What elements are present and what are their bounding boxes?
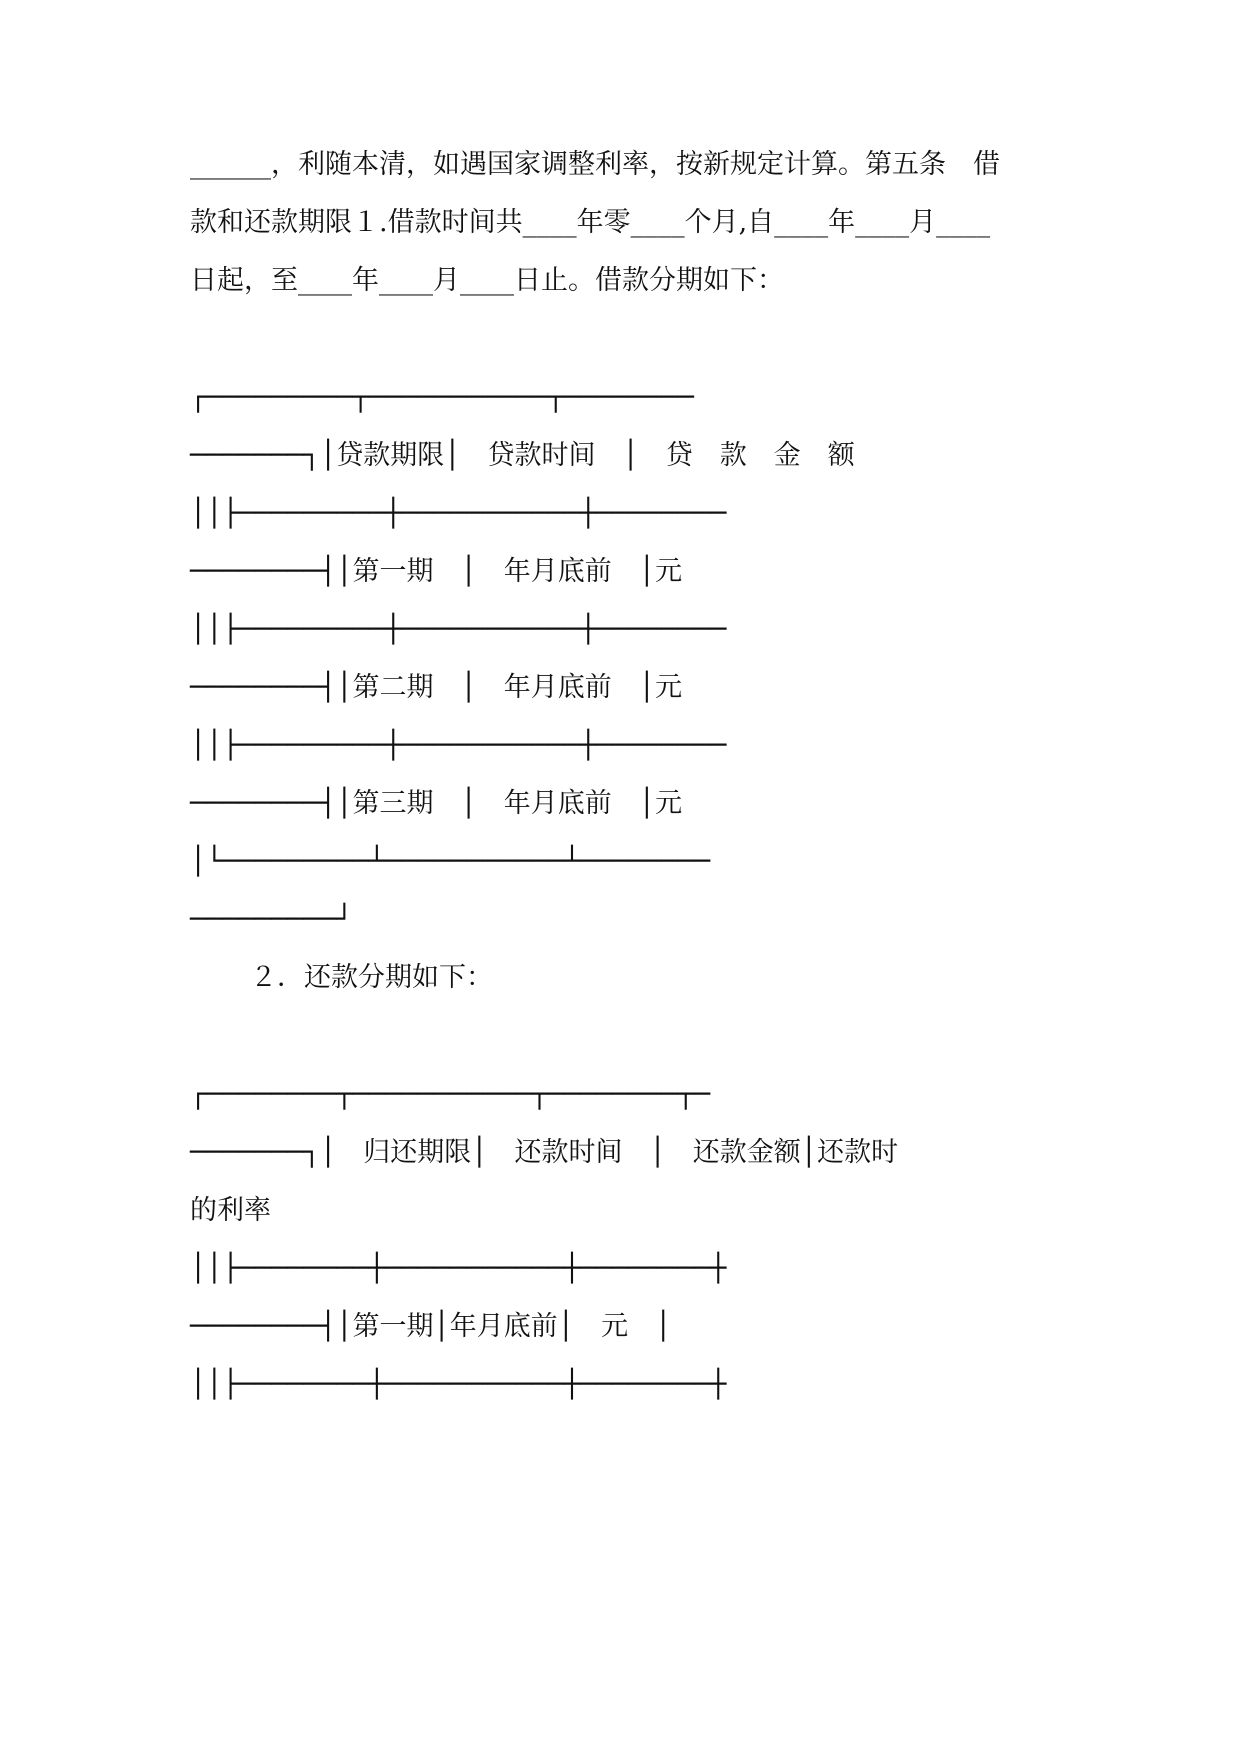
repay-table-line: ────────┤│第一期│年月底前│ 元 │ [190,1311,672,1342]
loan-table-line: ────────┤│第一期 │ 年月底前 │元 [190,556,683,587]
loan-table-line: ││├─────────┼───────────┼──────── [190,498,727,529]
paragraph-line: 日起，至____年____月____日止。借款分期如下： [190,265,784,296]
loan-table-line: ││├─────────┼───────────┼──────── [190,730,727,761]
repay-table-line: ││├────────┼───────────┼────────┼ [190,1253,727,1284]
loan-table-line: ───────┐│贷款期限│ 贷款时间 │ 贷 款 金 额 [190,440,855,471]
repay-table-line: ││├────────┼───────────┼────────┼ [190,1369,727,1400]
loan-table-line: ─────────┘ [190,904,353,935]
loan-table-line: ────────┤│第二期 │ 年月底前 │元 [190,672,683,703]
loan-table-line: ││├─────────┼───────────┼──────── [190,614,727,645]
repay-table-line: ┌────────┬───────────┬────────┬─ [190,1079,711,1110]
repay-table-line: ───────┐│ 归还期限│ 还款时间 │ 还款金额│还款时 [190,1137,899,1168]
loan-table-line: ┌─────────┬───────────┬──────── [190,382,694,413]
loan-table-line: │└─────────┴───────────┴──────── [190,846,711,877]
loan-table-line: ────────┤│第三期 │ 年月底前 │元 [190,788,683,819]
repay-heading: ２．还款分期如下： [250,962,493,993]
repay-table-line: 的利率 [190,1195,271,1226]
paragraph-line: 款和还款期限１.借款时间共____年零____个月,自____年____月____ [190,207,991,238]
paragraph-line: ______，利随本清，如遇国家调整利率，按新规定计算。第五条 借 [190,149,1000,180]
